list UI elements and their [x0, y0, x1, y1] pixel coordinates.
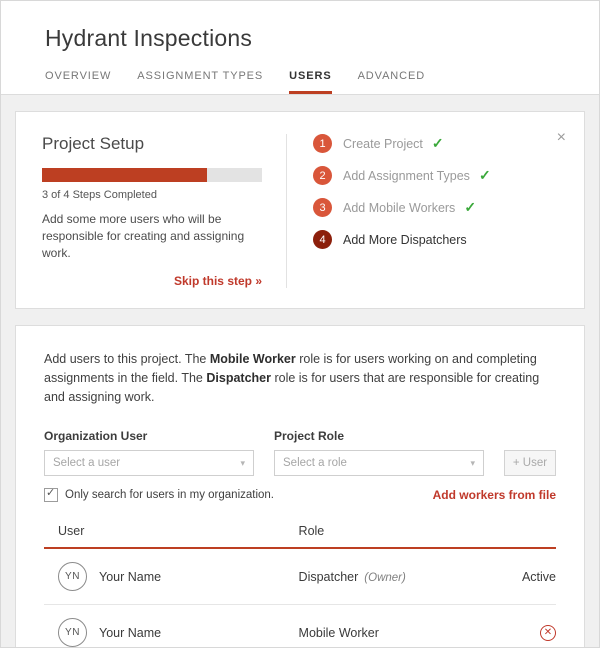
- remove-cell: [522, 605, 556, 648]
- page-title: Hydrant Inspections: [45, 25, 253, 51]
- chevron-down-icon: ▾: [470, 457, 475, 468]
- tab-advanced[interactable]: ADVANCED: [357, 70, 426, 82]
- table-row: [44, 548, 556, 605]
- project-setup-title: Project Setup: [42, 134, 145, 153]
- organization-user-value: Select a user: [53, 457, 121, 469]
- step-number-badge: 1: [313, 134, 332, 153]
- owner-tag: (Owner): [364, 571, 406, 584]
- close-icon[interactable]: ×: [556, 129, 566, 146]
- setup-progress-fill: [42, 168, 207, 182]
- setup-progress-bar: [42, 168, 262, 182]
- column-header-user: User: [44, 524, 299, 548]
- check-icon: ✓: [464, 199, 477, 215]
- avatar: YN: [58, 562, 87, 591]
- project-role-label: Project Role: [274, 429, 345, 443]
- add-user-button[interactable]: + User: [504, 450, 556, 476]
- column-header-actions: [522, 524, 556, 548]
- intro-text-part2: role is for users working on and completing assignments in the field. The: [44, 352, 537, 385]
- avatar: YN: [58, 618, 87, 647]
- add-workers-from-file-link[interactable]: Add workers from file: [432, 488, 556, 502]
- intro-text-part1: Add users to this project. The: [44, 352, 210, 366]
- table-header-row: [44, 524, 556, 548]
- users-table-head: [44, 524, 556, 548]
- tab-assignment-types[interactable]: ASSIGNMENT TYPES: [137, 70, 264, 82]
- project-setup-panel: [15, 111, 585, 309]
- organization-user-field: [44, 429, 254, 476]
- column-header-role: Role: [299, 524, 522, 548]
- project-role-select[interactable]: [274, 450, 484, 476]
- setup-steps-list: [287, 134, 558, 288]
- skip-step-link[interactable]: Skip this step »: [173, 274, 262, 288]
- main-content: [1, 95, 599, 648]
- setup-step-2[interactable]: [313, 166, 558, 185]
- setup-step-4[interactable]: [313, 230, 558, 249]
- only-my-organization-checkbox[interactable]: [44, 488, 58, 502]
- chevron-down-icon: ▾: [240, 457, 245, 468]
- step-number-badge: 3: [313, 198, 332, 217]
- check-icon: ✓: [478, 167, 491, 183]
- user-role: Dispatcher: [298, 569, 359, 584]
- page-header: [1, 1, 599, 95]
- users-intro-text: [44, 350, 556, 407]
- project-setup-summary: [42, 134, 287, 288]
- tab-users[interactable]: USERS: [289, 70, 331, 94]
- project-role-value: Select a role: [283, 457, 347, 469]
- check-icon: ✓: [431, 135, 444, 151]
- setup-step-3[interactable]: [313, 198, 558, 217]
- remove-user-icon[interactable]: ✕: [540, 625, 556, 641]
- role-cell: [299, 548, 522, 605]
- organization-user-label: Organization User: [44, 429, 148, 443]
- only-my-organization-label: Only search for users in my organization.: [65, 489, 275, 501]
- add-user-form: [44, 429, 556, 476]
- status-cell: Active: [522, 548, 556, 605]
- intro-bold-dispatcher: Dispatcher: [206, 371, 271, 385]
- step-number-badge: 2: [313, 166, 332, 185]
- step-label: Add Assignment Types: [343, 168, 470, 183]
- tab-overview[interactable]: OVERVIEW: [45, 70, 112, 82]
- setup-step-1[interactable]: [313, 134, 558, 153]
- intro-text-part3: role is for users that are responsible for creating and assigning work.: [44, 371, 540, 404]
- user-cell: [44, 605, 299, 648]
- table-row: [44, 605, 556, 648]
- user-name: Your Name: [99, 569, 162, 584]
- user-role: Mobile Worker: [298, 625, 379, 640]
- step-label: Add More Dispatchers: [343, 232, 467, 247]
- step-label: Create Project: [343, 136, 423, 151]
- users-table-body: [44, 548, 556, 648]
- users-panel: [15, 325, 585, 648]
- organization-user-select[interactable]: [44, 450, 254, 476]
- setup-progress-label: 3 of 4 Steps Completed: [42, 189, 157, 201]
- role-cell: [299, 605, 522, 648]
- org-filter-row: [44, 488, 556, 502]
- user-cell: [44, 548, 299, 605]
- setup-description: Add some more users who will be responsible for creating and assigning work.: [42, 212, 245, 260]
- users-table: [44, 524, 556, 648]
- step-number-badge: 4: [313, 230, 332, 249]
- step-label: Add Mobile Workers: [343, 200, 456, 215]
- project-role-field: [274, 429, 484, 476]
- user-name: Your Name: [99, 625, 162, 640]
- intro-bold-mobile-worker: Mobile Worker: [209, 352, 296, 366]
- tab-bar: [45, 70, 555, 94]
